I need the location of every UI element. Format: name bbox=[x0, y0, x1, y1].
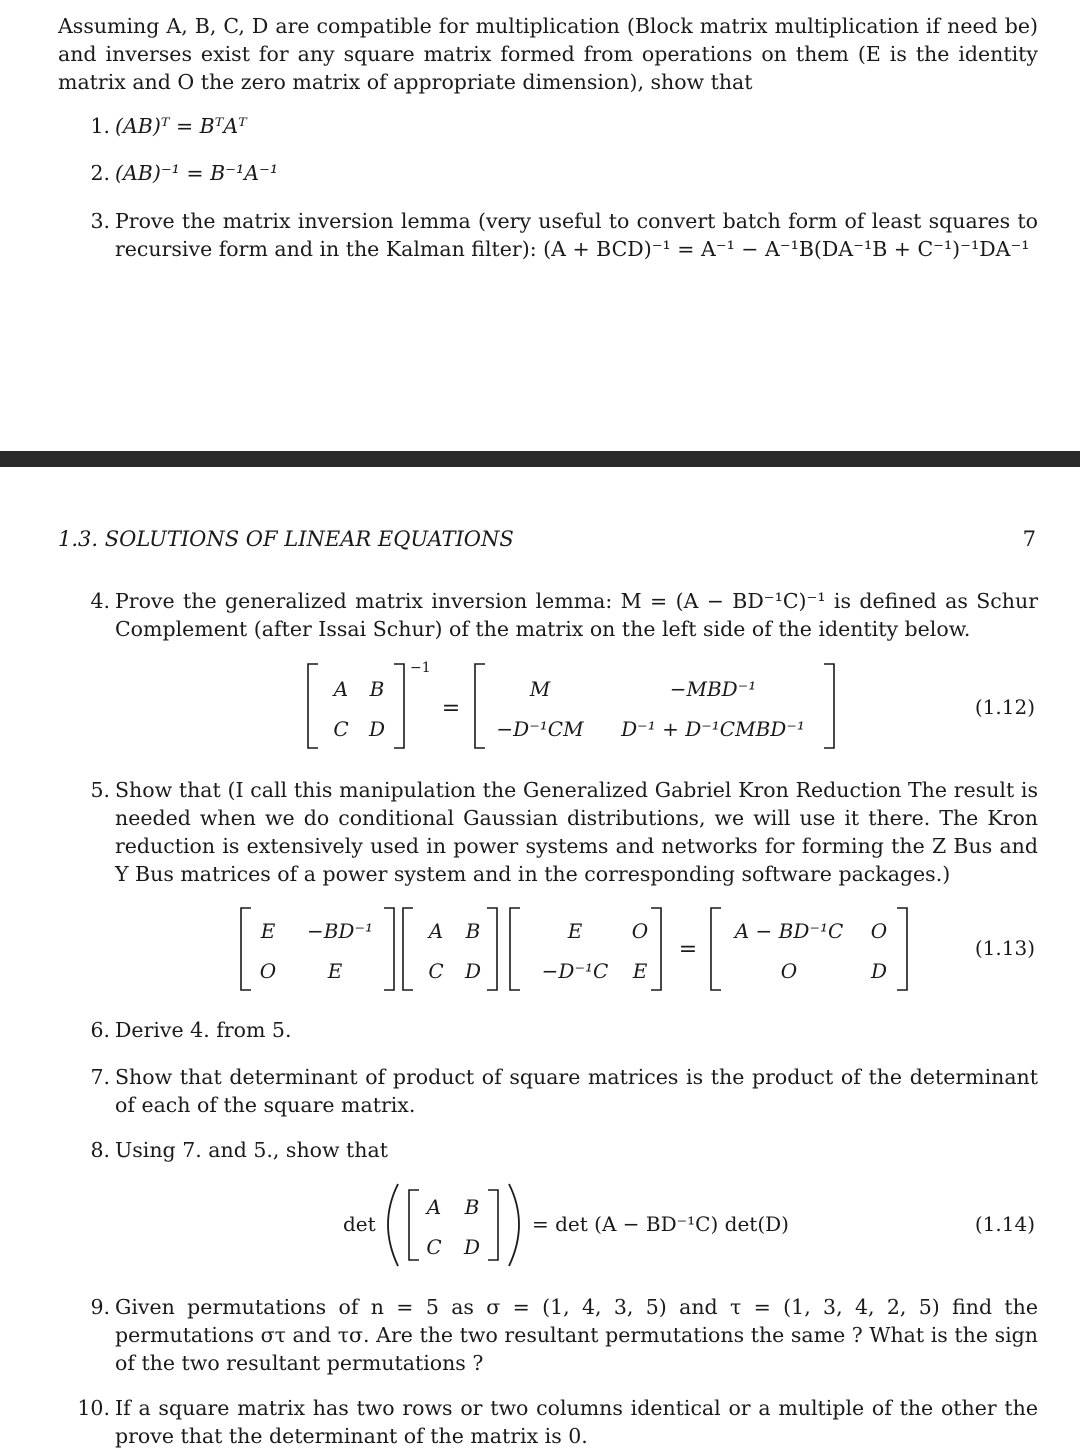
bracket bbox=[241, 908, 251, 990]
item-number: 10. bbox=[77, 1396, 110, 1420]
equation-1-13 bbox=[0, 902, 1080, 996]
matrix-cell: O bbox=[780, 959, 798, 983]
item-text: (AB)ᵀ = BᵀAᵀ bbox=[115, 114, 247, 138]
item-number: 7. bbox=[90, 1065, 110, 1089]
bracket bbox=[308, 664, 318, 748]
equals-sign: = bbox=[441, 696, 461, 721]
list-item bbox=[58, 1063, 1038, 1119]
item-number: 1. bbox=[90, 114, 110, 138]
item-text: Derive 4. from 5. bbox=[115, 1018, 292, 1042]
item-number: 2. bbox=[90, 161, 110, 185]
matrix-cell: B bbox=[464, 1195, 480, 1219]
bracket bbox=[897, 908, 907, 990]
bracket bbox=[394, 664, 404, 748]
matrix-cell: D bbox=[368, 717, 386, 741]
matrix-cell: B bbox=[369, 677, 385, 701]
bracket bbox=[409, 1190, 419, 1260]
equation-rhs: = det (A − BD⁻¹C) det(D) bbox=[532, 1212, 789, 1236]
bracket bbox=[824, 664, 834, 748]
bracket bbox=[487, 908, 497, 990]
bracket bbox=[488, 1190, 498, 1260]
matrix-cell: D bbox=[463, 1235, 481, 1259]
page-number: 7 bbox=[1022, 527, 1036, 551]
list-item bbox=[58, 1293, 1038, 1377]
matrix-cell: O bbox=[631, 919, 649, 943]
item-number: 8. bbox=[90, 1138, 110, 1162]
list-item bbox=[58, 1136, 1038, 1164]
equation-1-13-svg bbox=[0, 902, 1080, 996]
intro-paragraph: Assuming A, B, C, D are compatible for multiplication (Block matrix multiplication if need be) and inverses exist for any square matrix formed from operations on them (E is the identity matrix and O the zero matrix of appropriate dimension), show that bbox=[58, 14, 1038, 94]
matrix-cell: D bbox=[464, 959, 482, 983]
item-number: 6. bbox=[90, 1018, 110, 1042]
list-item bbox=[58, 587, 1038, 643]
equation-1-14 bbox=[0, 1180, 1080, 1272]
matrix-cell: A bbox=[333, 677, 349, 701]
matrix-cell: D⁻¹ + D⁻¹CMBD⁻¹ bbox=[621, 717, 805, 741]
item-number: 9. bbox=[90, 1295, 110, 1319]
item-text: (AB)⁻¹ = B⁻¹A⁻¹ bbox=[115, 161, 279, 185]
item-number: 3. bbox=[90, 209, 110, 233]
equation-1-12-svg bbox=[0, 652, 1080, 756]
item-number: 4. bbox=[90, 589, 110, 613]
item-text: Given permutations of n = 5 as σ = (1, 4, 3, 5) and τ = (1, 3, 4, 2, 5) find the permutations στ and τσ. Are the two resultant permutations the same ? What is the sign of the two resultant permutations ? bbox=[115, 1295, 1038, 1375]
list-item bbox=[58, 112, 1038, 140]
matrix-cell: E bbox=[632, 959, 648, 983]
equation-number: (1.14) bbox=[974, 1212, 1035, 1236]
matrix-cell: −MBD⁻¹ bbox=[669, 677, 757, 701]
exponent: −1 bbox=[410, 660, 431, 676]
section-title: 1.3. SOLUTIONS OF LINEAR EQUATIONS bbox=[58, 527, 514, 551]
list-item bbox=[58, 207, 1038, 263]
item-text: Prove the generalized matrix inversion lemma: M = (A − BD⁻¹C)⁻¹ is defined as Schur Complement (after Issai Schur) of the matrix on the left side of the identity below. bbox=[115, 589, 1038, 641]
matrix-cell: −D⁻¹CM bbox=[496, 717, 584, 741]
equation-number: (1.12) bbox=[974, 695, 1035, 719]
item-text: Using 7. and 5., show that bbox=[115, 1138, 388, 1162]
bracket bbox=[384, 908, 394, 990]
matrix-cell: C bbox=[333, 717, 349, 741]
matrix-cell: O bbox=[870, 919, 888, 943]
item-text: Show that (I call this manipulation the Generalized Gabriel Kron Reduction The result is needed when we do conditional Gaussian distributions, we will use it there. The Kron reduction is extensively used in power systems and networks for forming the Z Bus and Y Bus matrices of a power system and in the corresponding software packages.) bbox=[115, 778, 1038, 886]
matrix-cell: M bbox=[529, 677, 551, 701]
list-item bbox=[58, 159, 1038, 187]
paren bbox=[509, 1184, 519, 1266]
list-item bbox=[58, 776, 1038, 888]
matrix-cell: E bbox=[260, 919, 276, 943]
paren bbox=[388, 1184, 398, 1266]
matrix-cell: C bbox=[428, 959, 444, 983]
matrix-cell: −D⁻¹C bbox=[541, 959, 609, 983]
bracket bbox=[651, 908, 661, 990]
list-item bbox=[58, 1394, 1038, 1450]
bracket bbox=[475, 664, 485, 748]
equals-sign: = bbox=[678, 937, 698, 962]
bracket bbox=[403, 908, 413, 990]
matrix-cell: O bbox=[259, 959, 277, 983]
page-header bbox=[58, 525, 1036, 553]
item-text: If a square matrix has two rows or two columns identical or a multiple of the other the prove that the determinant of the matrix is 0. bbox=[115, 1396, 1038, 1448]
item-number: 5. bbox=[90, 778, 110, 802]
matrix-cell: B bbox=[465, 919, 481, 943]
equation-1-14-svg bbox=[0, 1180, 1080, 1272]
page-divider bbox=[0, 451, 1080, 467]
matrix-cell: A bbox=[428, 919, 444, 943]
bracket bbox=[510, 908, 520, 990]
equation-1-12 bbox=[0, 652, 1080, 756]
matrix-cell: C bbox=[426, 1235, 442, 1259]
list-item bbox=[58, 1016, 1038, 1044]
matrix-cell: E bbox=[327, 959, 343, 983]
item-text: Show that determinant of product of square matrices is the product of the determinant of each of the square matrix. bbox=[115, 1065, 1038, 1117]
matrix-cell: −BD⁻¹ bbox=[306, 919, 374, 943]
matrix-cell: A − BD⁻¹C bbox=[734, 919, 844, 943]
equation-number: (1.13) bbox=[974, 936, 1035, 960]
item-text: Prove the matrix inversion lemma (very useful to convert batch form of least squares to recursive form and in the Kalman filter): (A + BCD)⁻¹ = A⁻¹ − A⁻¹B(DA⁻¹B + C⁻¹)⁻¹DA⁻¹ bbox=[115, 209, 1038, 261]
matrix-cell: D bbox=[870, 959, 888, 983]
bracket bbox=[711, 908, 721, 990]
det-label: det bbox=[343, 1212, 376, 1236]
matrix-cell: A bbox=[426, 1195, 442, 1219]
matrix-cell: E bbox=[567, 919, 583, 943]
